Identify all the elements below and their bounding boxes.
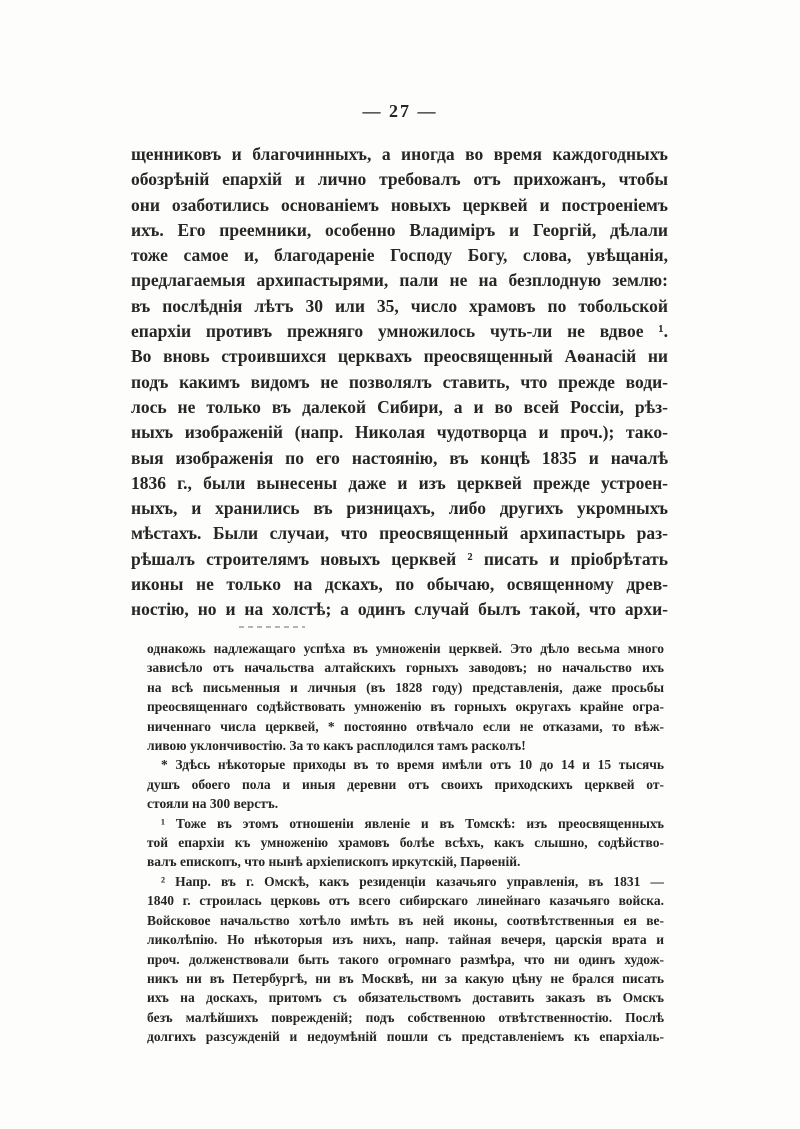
page-number: — 27 — [362, 101, 438, 121]
text-line: душъ обоего пола и иныя деревни отъ своихъ приходскихъ церквей от- [147, 776, 664, 792]
text-line: проч. долженствовали быть такого огромнаго размѣра, что ни одинъ худож- [147, 951, 664, 967]
main-text-block [131, 142, 668, 623]
text-line: ихъ на доскахъ, притомъ съ обязательствомъ доставить заказъ въ Омскъ [147, 990, 664, 1006]
text-line: ныхъ, и хранились въ ризницахъ, либо другихъ укромныхъ [131, 498, 668, 519]
text-line: стояли на 300 верстъ. [147, 796, 279, 812]
text-line: ныхъ изображеній (напр. Николая чудотворца и проч.); тако- [131, 422, 668, 443]
text-line: щенниковъ и благочинныхъ, а иногда во время каждогодныхъ [131, 144, 668, 164]
text-line: долгихъ разсужденій и недоумѣній пошли съ представленіемъ къ епархіаль- [147, 1029, 664, 1045]
text-line: 1836 г., были вынесены даже и изъ церквей прежде устроен- [131, 472, 668, 493]
text-line: Войсковое начальство хотѣло имѣть въ ней иконы, соотвѣтственныя ея ве- [147, 912, 664, 928]
text-line: зависѣло отъ начальства алтайскихъ горныхъ заводовъ; но начальство ихъ [147, 660, 664, 676]
text-line: никъ ни въ Петербургѣ, ни въ Москвѣ, ни за какую цѣну не брался писать [147, 970, 664, 986]
text-line: ливою уклончивостію. За то какъ расплодился тамъ расколъ! [147, 738, 526, 754]
text-line: подъ какимъ видомъ не позволялъ ставить, что прежде води- [131, 371, 668, 392]
text-line: лось не только въ далекой Сибири, а и во всей Россіи, рѣз- [131, 396, 668, 417]
text-line: 1840 г. строилась церковь отъ всего сибирскаго линейнаго казачьяго войска. [147, 893, 664, 909]
text-line: * Здѣсь нѣкоторые приходы въ то время имѣли отъ 10 до 14 и 15 тысячь [161, 757, 664, 773]
text-line: той епархіи къ умноженію храмовъ болѣе всѣхъ, какъ слышно, содѣйство- [147, 835, 664, 851]
text-line: въ послѣднія лѣтъ 30 или 35, число храмовъ по тобольской [131, 295, 668, 316]
text-line: ² Напр. въ г. Омскѣ, какъ резиденціи казачьяго управленія, въ 1831 — [161, 873, 664, 889]
footnote-2 [147, 872, 664, 1047]
text-line: ниченнаго числа церквей, * постоянно отвѣчало если не отказами, то вѣж- [147, 718, 664, 734]
text-line: ликолѣпію. Но нѣкоторыя изъ нихъ, напр. тайная вечеря, царскія врата и [147, 932, 664, 948]
text-line: епархіи противъ прежняго умножилось чуть-ли не вдвое ¹. [131, 321, 668, 342]
text-line: безъ малѣйшихъ поврежденій; подъ собственною отвѣтственностію. Послѣ [147, 1009, 664, 1025]
footnote-divider-line [239, 626, 305, 628]
text-line: ¹ Тоже въ этомъ отношеніи явленіе и въ Томскѣ: изъ преосвященныхъ [161, 815, 664, 831]
text-line: они озаботились основаніемъ новыхъ церквей и построеніемъ [131, 194, 668, 215]
text-line: предлагаемыя архипастырями, пали не на безплодную землю: [131, 270, 668, 291]
text-line: преосвященнаго содѣйствовать умноженію въ горныхъ округахъ крайне огра- [147, 699, 664, 715]
text-line: однакожь надлежащаго успѣха въ умноженіи церквей. Это дѣло весьма много [147, 641, 664, 656]
footnote-continuation [147, 639, 664, 755]
text-line: рѣшалъ строителямъ новыхъ церквей ² писать и пріобрѣтать [131, 548, 668, 569]
footnote-1 [147, 814, 664, 872]
text-line: валъ епископъ, что нынѣ архіепископъ иркутскій, Парѳеній. [147, 854, 521, 870]
text-line: ностію, но и на холстѣ; а одинъ случай былъ такой, что архи- [131, 599, 668, 620]
text-line: выя изображенія по его настоянію, въ концѣ 1835 и началѣ [131, 447, 668, 468]
text-line: мѣстахъ. Были случаи, что преосвященный архипастырь раз- [131, 523, 668, 544]
text-line: тоже самое и, благодареніе Господу Богу, слова, увѣщанія, [131, 245, 668, 266]
footnote-asterisk [147, 755, 664, 813]
text-line: на всѣ письменныя и личныя (въ 1828 году) представленія, даже просьбы [147, 679, 664, 695]
text-line: обозрѣній епархій и лично требовалъ отъ прихожанъ, чтобы [131, 169, 668, 190]
footnotes-block [147, 639, 664, 1047]
text-line: иконы не только на дскахъ, по обычаю, освященному древ- [131, 574, 668, 595]
text-line: ихъ. Его преемники, особенно Владиміръ и Георгій, дѣлали [131, 219, 668, 240]
text-line: Во вновь строившихся церквахъ преосвященный Аѳанасій ни [131, 346, 668, 367]
